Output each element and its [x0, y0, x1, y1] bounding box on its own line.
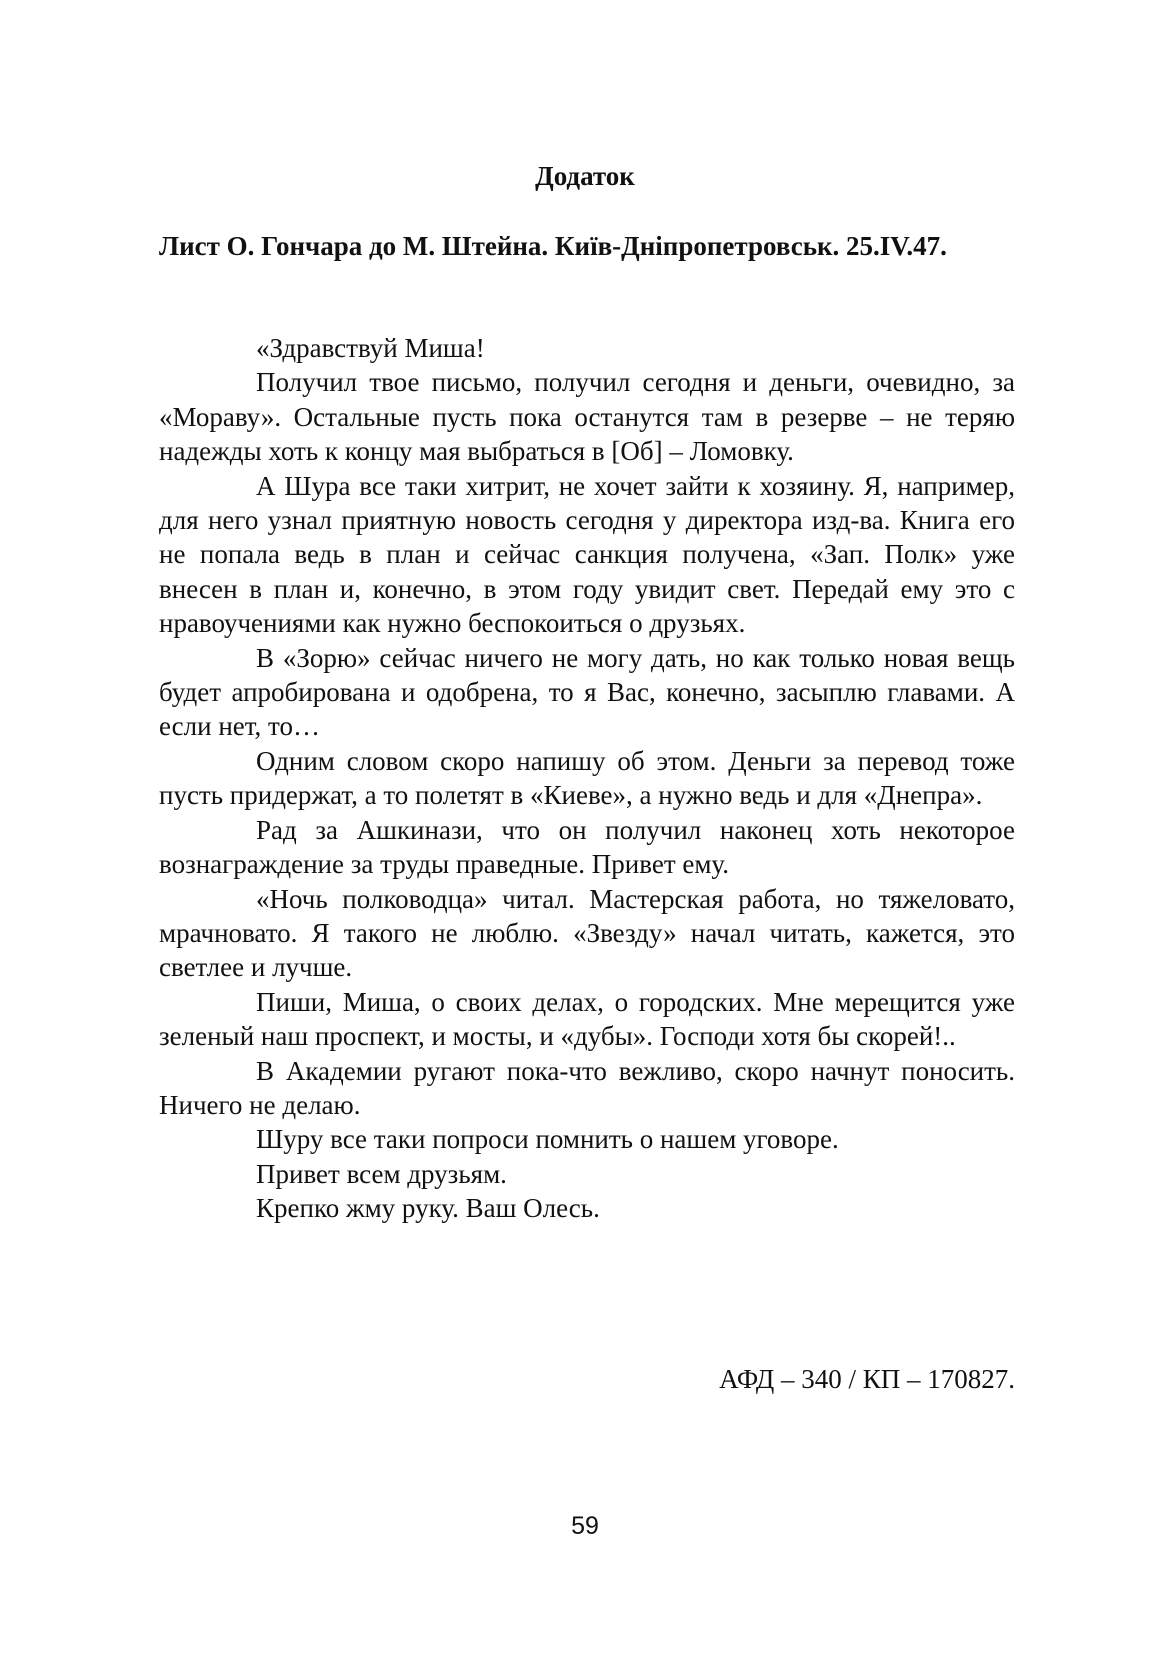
letter-paragraph: «Ночь полководца» читал. Мастерская работа, но тяжеловато, мрачновато. Я такого не люблю. «Звезду» начал читать, кажется, это светлее и лучше. — [159, 883, 1015, 983]
letter-paragraph: В «Зорю» сейчас ничего не могу дать, но как только новая вещь будет апробирована и одобрена, то я Вас, конечно, засыплю главами. А если нет, то… — [159, 642, 1015, 742]
letter-paragraph: А Шура все таки хитрит, не хочет зайти к хозяину. Я, например, для него узнал приятную новость сегодня у директора изд-ва. Книга его не попала ведь в план и сейчас санкция получена, «Зап. Полк» уже внесен в план и, конечно, в этом году увидит свет. Передай ему это с нравоучениями как нужно беспокоиться о друзьях. — [159, 470, 1015, 639]
letter-paragraph: Получил твое письмо, получил сегодня и деньги, очевидно, за «Мораву». Остальные пусть пока останутся там в резерве – не теряю надежды хоть к концу мая выбраться в [Об] – Ломовку. — [159, 367, 1015, 467]
letter-signature: Крепко жму руку. Ваш Олесь. — [256, 1193, 600, 1224]
letter-title: Лист О. Гончара до М. Штейна. Київ-Дніпропетровськ. 25.IV.47. — [159, 231, 947, 261]
appendix-heading: Додаток — [535, 161, 635, 191]
letter-paragraph: Привет всем друзьям. — [256, 1158, 507, 1189]
letter-greeting: «Здравствуй Миша! — [256, 333, 485, 363]
letter-paragraph: Одним словом скоро напишу об этом. Деньги за перевод тоже пусть придержат, а то полетят в «Киеве», а нужно ведь и для «Днепра». — [159, 745, 1015, 811]
letter-body — [159, 331, 1015, 1226]
letter-paragraph: Рад за Ашкинази, что он получил наконец хоть некоторое вознаграждение за труды праведные. Привет ему. — [159, 814, 1015, 880]
letter-paragraph: Пиши, Миша, о своих делах, о городских. Мне мерещится уже зеленый наш проспект, и мосты, и «дубы». Господи хотя бы скорей!.. — [159, 986, 1015, 1052]
letter-paragraph: Шуру все таки попроси помнить о нашем уговоре. — [256, 1124, 839, 1155]
archive-reference: АФД – 340 / КП – 170827. — [719, 1364, 1015, 1394]
page-number: 59 — [571, 1512, 599, 1540]
letter-paragraph: В Академии ругают пока-что вежливо, скоро начнут поносить. Ничего не делаю. — [159, 1055, 1015, 1120]
